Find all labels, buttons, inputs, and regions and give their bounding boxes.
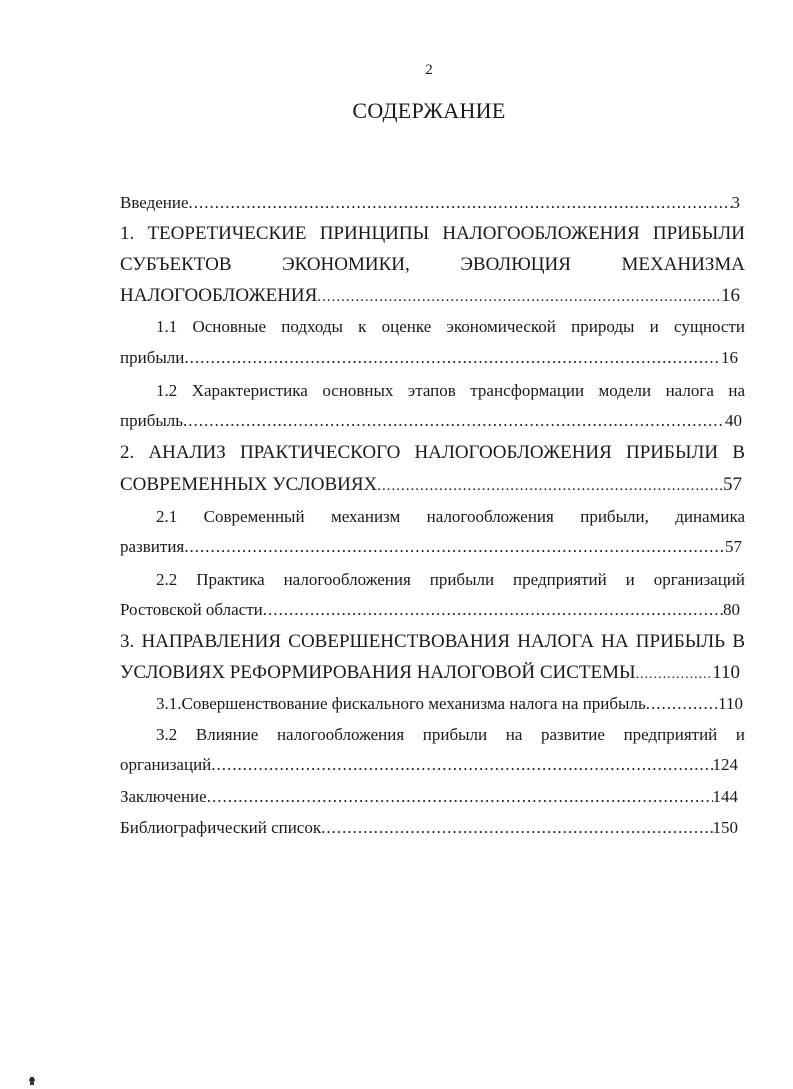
toc-entry-page: 57	[725, 537, 742, 556]
toc-entry-label: Введение	[120, 193, 189, 212]
toc-entry-intro[interactable]	[120, 193, 740, 225]
toc-chapter-2-line-2[interactable]	[120, 474, 742, 506]
toc-chapter-3-line-2[interactable]	[120, 662, 740, 694]
dot-leader	[184, 537, 725, 557]
toc-section-1-2-line-2[interactable]	[120, 411, 742, 443]
toc-section-2-2-line-2[interactable]	[120, 600, 740, 632]
dot-leader	[211, 755, 712, 775]
toc-entry-label: Ростовской области	[120, 600, 263, 619]
toc-entry-page: 3	[731, 193, 740, 212]
scan-mark	[28, 1076, 36, 1088]
dot-leader	[321, 818, 712, 838]
dot-leader	[636, 667, 713, 683]
dot-leader	[183, 411, 725, 431]
toc-entry-label: развития	[120, 537, 185, 556]
toc-entry-page: 110	[718, 694, 743, 713]
dot-leader	[184, 348, 721, 368]
toc-section-3-1[interactable]	[156, 694, 743, 726]
toc-entry-page: 16	[721, 348, 738, 367]
toc-section-1-1-line-1[interactable]: 1.1 Основные подходы к оценке экономической природы и сущности	[156, 317, 745, 336]
dot-leader	[263, 600, 723, 620]
toc-entry-page: 150	[712, 818, 738, 837]
dot-leader	[377, 478, 723, 495]
toc-entry-page: 80	[723, 600, 740, 619]
page-number: 2	[425, 62, 433, 78]
toc-entry-page: 40	[725, 411, 742, 430]
toc-entry-label: СОВРЕМЕННЫХ УСЛОВИЯХ	[120, 474, 378, 495]
toc-entry-label: организаций	[120, 755, 212, 774]
toc-section-2-1-line-2[interactable]	[120, 537, 742, 569]
toc-section-3-2-line-1[interactable]: 3.2 Влияние налогообложения прибыли на развитие предприятий и	[156, 725, 745, 744]
toc-chapter-1-line-3[interactable]	[120, 285, 740, 317]
toc-entry-label: прибыль	[120, 411, 184, 430]
dot-leader	[189, 193, 732, 213]
toc-entry-conclusion[interactable]	[120, 787, 738, 819]
toc-entry-page: 16	[721, 285, 740, 306]
toc-entry-label: прибыли	[120, 348, 185, 367]
dot-leader	[207, 787, 713, 807]
toc-section-3-2-line-2[interactable]	[120, 755, 738, 787]
toc-entry-label: Библиографический список	[120, 818, 322, 837]
toc-entry-label: Заключение	[120, 787, 207, 806]
toc-section-2-2-line-1[interactable]: 2.2 Практика налогообложения прибыли предприятий и организаций	[156, 570, 745, 589]
toc-entry-bibliography[interactable]	[120, 818, 738, 850]
toc-entry-page: 124	[712, 755, 738, 774]
dot-leader	[646, 694, 718, 714]
dot-leader	[317, 289, 721, 306]
toc-entry-page: 110	[712, 662, 740, 683]
toc-entry-label: УСЛОВИЯХ РЕФОРМИРОВАНИЯ НАЛОГОВОЙ СИСТЕМЫ	[120, 662, 636, 683]
toc-chapter-2-line-1[interactable]: 2. АНАЛИЗ ПРАКТИЧЕСКОГО НАЛОГООБЛОЖЕНИЯ ПРИБЫЛИ В	[120, 442, 745, 463]
toc-entry-label: НАЛОГООБЛОЖЕНИЯ	[120, 285, 318, 306]
toc-entry-page: 144	[712, 787, 738, 806]
toc-section-2-1-line-1[interactable]: 2.1 Современный механизм налогообложения прибыли, динамика	[156, 507, 745, 526]
toc-chapter-3-line-1[interactable]: 3. НАПРАВЛЕНИЯ СОВЕРШЕНСТВОВАНИЯ НАЛОГА НА ПРИБЫЛЬ В	[120, 631, 745, 652]
scan-mark-icon	[28, 1076, 36, 1086]
toc-chapter-1-line-2[interactable]: СУБЪЕКТОВ ЭКОНОМИКИ, ЭВОЛЮЦИЯ МЕХАНИЗМА	[120, 254, 745, 275]
toc-section-1-2-line-1[interactable]: 1.2 Характеристика основных этапов трансформации модели налога на	[156, 381, 745, 400]
toc-chapter-1-line-1[interactable]: 1. ТЕОРЕТИЧЕСКИЕ ПРИНЦИПЫ НАЛОГООБЛОЖЕНИЯ ПРИБЫЛИ	[120, 223, 745, 244]
toc-section-1-1-line-2[interactable]	[120, 348, 738, 380]
toc-entry-page: 57	[723, 474, 742, 495]
toc-entry-label: 3.1.Совершенствование фискального механизма налога на прибыль	[156, 694, 646, 713]
page-title: СОДЕРЖАНИЕ	[352, 98, 506, 123]
